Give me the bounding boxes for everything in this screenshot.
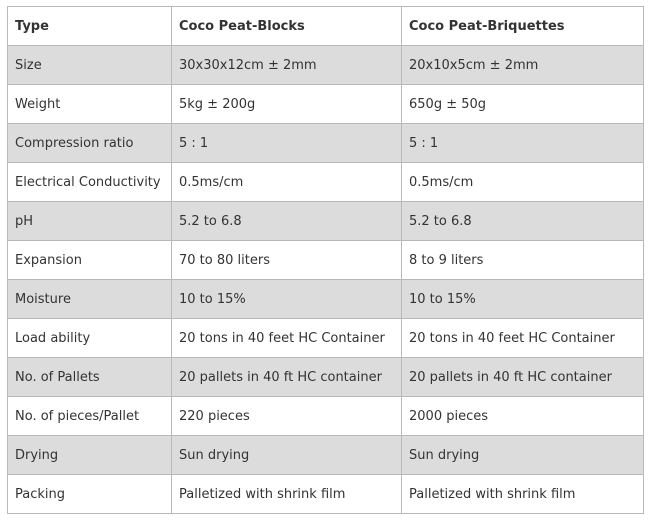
blocks-value: 0.5ms/cm: [172, 163, 402, 202]
briquettes-value: 5.2 to 6.8: [402, 202, 644, 241]
briquettes-value: 0.5ms/cm: [402, 163, 644, 202]
briquettes-value: 5 : 1: [402, 124, 644, 163]
row-label: Drying: [8, 436, 172, 475]
blocks-value: 5 : 1: [172, 124, 402, 163]
header-coco-peat-briquettes: Coco Peat-Briquettes: [402, 7, 644, 46]
row-label: Packing: [8, 475, 172, 514]
row-label: Compression ratio: [8, 124, 172, 163]
row-label: Load ability: [8, 319, 172, 358]
blocks-value: 20 tons in 40 feet HC Container: [172, 319, 402, 358]
row-label: pH: [8, 202, 172, 241]
briquettes-value: Sun drying: [402, 436, 644, 475]
row-label: Weight: [8, 85, 172, 124]
blocks-value: Palletized with shrink film: [172, 475, 402, 514]
table-row: [8, 124, 644, 163]
row-label: Expansion: [8, 241, 172, 280]
briquettes-value: 10 to 15%: [402, 280, 644, 319]
header-type: Type: [8, 7, 172, 46]
blocks-value: 70 to 80 liters: [172, 241, 402, 280]
table-row: [8, 397, 644, 436]
row-label: No. of pieces/Pallet: [8, 397, 172, 436]
briquettes-value: 20 tons in 40 feet HC Container: [402, 319, 644, 358]
briquettes-value: 650g ± 50g: [402, 85, 644, 124]
header-coco-peat-blocks: Coco Peat-Blocks: [172, 7, 402, 46]
blocks-value: 20 pallets in 40 ft HC container: [172, 358, 402, 397]
table-row: [8, 319, 644, 358]
spec-table-container: [7, 6, 644, 514]
briquettes-value: 20x10x5cm ± 2mm: [402, 46, 644, 85]
row-label: Electrical Conductivity: [8, 163, 172, 202]
table-row: [8, 358, 644, 397]
briquettes-value: 20 pallets in 40 ft HC container: [402, 358, 644, 397]
blocks-value: Sun drying: [172, 436, 402, 475]
row-label: No. of Pallets: [8, 358, 172, 397]
table-row: [8, 202, 644, 241]
table-row: [8, 280, 644, 319]
row-label: Moisture: [8, 280, 172, 319]
table-header-row: [8, 7, 644, 46]
table-row: [8, 436, 644, 475]
table-row: [8, 163, 644, 202]
blocks-value: 10 to 15%: [172, 280, 402, 319]
table-row: [8, 241, 644, 280]
table-row: [8, 475, 644, 514]
spec-table: [7, 6, 644, 514]
row-label: Size: [8, 46, 172, 85]
table-row: [8, 85, 644, 124]
briquettes-value: 8 to 9 liters: [402, 241, 644, 280]
blocks-value: 5kg ± 200g: [172, 85, 402, 124]
table-row: [8, 46, 644, 85]
briquettes-value: Palletized with shrink film: [402, 475, 644, 514]
blocks-value: 30x30x12cm ± 2mm: [172, 46, 402, 85]
briquettes-value: 2000 pieces: [402, 397, 644, 436]
blocks-value: 220 pieces: [172, 397, 402, 436]
blocks-value: 5.2 to 6.8: [172, 202, 402, 241]
